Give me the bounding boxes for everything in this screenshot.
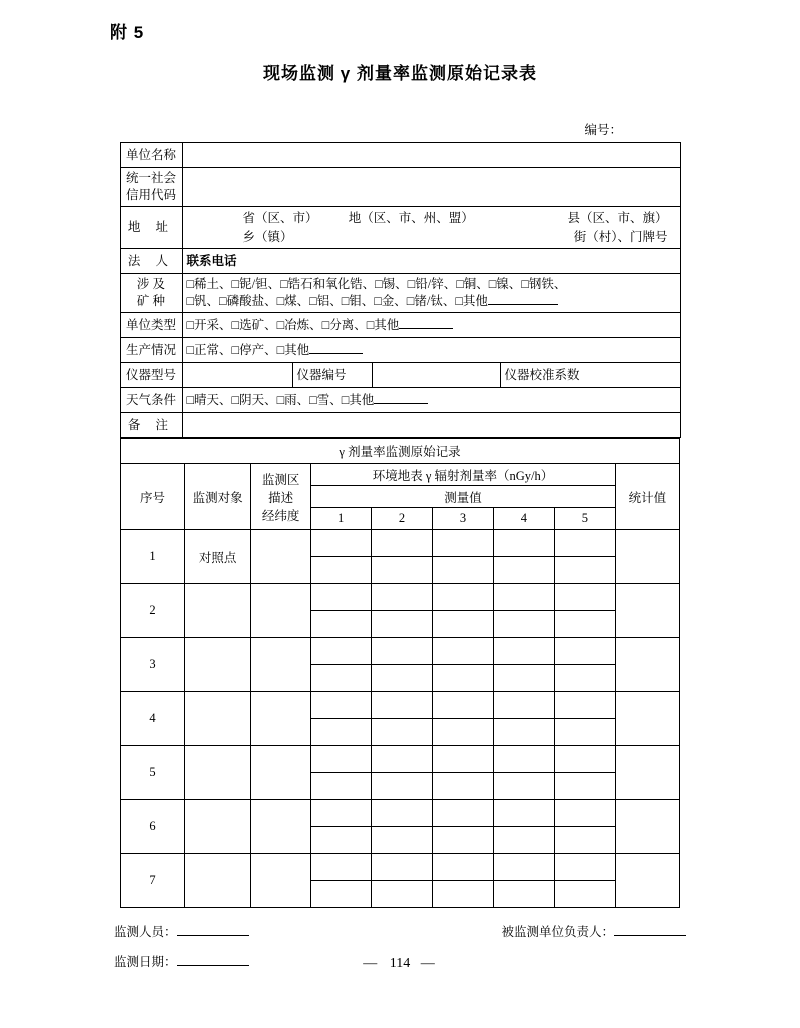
remark-value[interactable] (182, 413, 680, 438)
measurement-caption: γ 剂量率监测原始记录 (121, 439, 680, 464)
unit-type-other-blank[interactable] (399, 328, 453, 329)
mineral-options-line2 (187, 293, 676, 310)
row-measure-1[interactable] (311, 584, 372, 611)
contact-phone-label: 联系电话 (186, 253, 237, 268)
production-label: 生产情况 (120, 338, 182, 363)
mineral-options[interactable] (182, 274, 680, 313)
col-header-measure-1: 1 (311, 508, 372, 530)
credit-code-value[interactable] (182, 168, 680, 207)
address-value[interactable] (182, 206, 680, 249)
legal-person-label: 法 人 (120, 249, 182, 274)
row-measure-2[interactable] (372, 584, 433, 611)
mineral-label-line2: 矿 种 (136, 294, 166, 309)
row-measure-3b[interactable] (433, 665, 494, 692)
address-line1-left: 省（区、市） 地（区、市、州、盟） (242, 210, 474, 225)
row-measure-1b[interactable] (311, 665, 372, 692)
row-measure-5[interactable] (554, 530, 615, 557)
instrument-model-value[interactable] (182, 363, 292, 388)
row-measure-3[interactable] (433, 584, 494, 611)
col-header-desc-line3: 经纬度 (261, 508, 300, 523)
table-row-unit-name (120, 143, 680, 168)
row-measure-5b[interactable] (554, 827, 615, 854)
row-measure-1b[interactable] (311, 719, 372, 746)
address-line2-right: 街（村）、门牌号 (573, 229, 668, 244)
row-measure-1b[interactable] (311, 881, 372, 908)
row-measure-4b[interactable] (493, 827, 554, 854)
row-description[interactable] (251, 584, 311, 638)
responsible-field[interactable] (501, 922, 690, 940)
instrument-no-label: 仪器编号 (292, 363, 372, 388)
table-row-credit-code (120, 168, 680, 207)
legal-person-value[interactable] (182, 249, 680, 274)
row-measure-1[interactable] (311, 746, 372, 773)
row-stat[interactable] (615, 584, 679, 638)
unit-name-value[interactable] (182, 143, 680, 168)
row-seq: 5 (121, 746, 185, 800)
mineral-options-line2-text: □钒、□磷酸盐、□煤、□铝、□钼、□金、□锗/钛、□其他 (186, 294, 488, 309)
row-description[interactable] (251, 692, 311, 746)
col-header-description (251, 464, 311, 530)
row-measure-5[interactable] (554, 854, 615, 881)
weather-label: 天气条件 (120, 388, 182, 413)
row-description[interactable] (251, 854, 311, 908)
row-measure-1b[interactable] (311, 827, 372, 854)
col-header-measure-2: 2 (372, 508, 433, 530)
row-measure-1b[interactable] (311, 611, 372, 638)
footer-dash-left: — (363, 956, 380, 971)
row-measure-4b[interactable] (493, 557, 554, 584)
col-header-measure: 测量值 (311, 486, 616, 508)
row-measure-5b[interactable] (554, 611, 615, 638)
production-other-blank[interactable] (309, 353, 363, 354)
table-row-remark (120, 413, 680, 438)
row-description[interactable] (251, 638, 311, 692)
inspector-label: 监测人员： (114, 925, 177, 939)
weather-value-text: □晴天、□阴天、□雨、□雪、□其他 (186, 392, 375, 407)
address-line1-right: 县（区、市、旗） (567, 210, 668, 225)
row-measure-4[interactable] (493, 692, 554, 719)
row-measure-1[interactable] (311, 530, 372, 557)
page-number: 114 (389, 956, 411, 971)
row-measure-2b[interactable] (372, 827, 433, 854)
col-header-group: 环境地表 γ 辐射剂量率（nGy/h） (311, 464, 616, 486)
row-measure-5b[interactable] (554, 773, 615, 800)
row-measure-3b[interactable] (433, 557, 494, 584)
record-code-label: 编号： (584, 123, 622, 137)
row-measure-3[interactable] (433, 638, 494, 665)
table-row (121, 746, 680, 773)
row-measure-1[interactable] (311, 800, 372, 827)
row-object[interactable] (185, 584, 251, 638)
page-title: 现场监测 γ 剂量率监测原始记录表 (263, 64, 537, 83)
mineral-label-line1: 涉 及 (136, 277, 166, 292)
mineral-other-blank[interactable] (488, 304, 558, 305)
row-object[interactable] (185, 800, 251, 854)
row-measure-2b[interactable] (372, 557, 433, 584)
mineral-label (120, 274, 182, 313)
row-measure-4b[interactable] (493, 881, 554, 908)
row-measure-5[interactable] (554, 638, 615, 665)
address-line-2 (187, 228, 676, 247)
remark-label: 备 注 (120, 413, 182, 438)
table-row-unit-type (120, 313, 680, 338)
col-header-measure-5: 5 (554, 508, 615, 530)
col-header-seq: 序号 (121, 464, 185, 530)
unit-type-label: 单位类型 (120, 313, 182, 338)
weather-other-blank[interactable] (374, 403, 428, 404)
row-measure-1[interactable] (311, 854, 372, 881)
row-seq: 4 (121, 692, 185, 746)
unit-type-options[interactable] (182, 313, 680, 338)
row-stat[interactable] (615, 638, 679, 692)
row-stat[interactable] (615, 746, 679, 800)
col-header-measure-4: 4 (493, 508, 554, 530)
production-value-text: □正常、□停产、□其他 (186, 342, 310, 357)
table-row-instrument (120, 363, 680, 388)
instrument-no-value[interactable] (372, 363, 500, 388)
row-measure-2b[interactable] (372, 665, 433, 692)
row-description[interactable] (251, 800, 311, 854)
row-measure-2[interactable] (372, 746, 433, 773)
credit-code-label-line2: 信用代码 (125, 187, 176, 202)
row-measure-5[interactable] (554, 746, 615, 773)
row-object[interactable] (185, 746, 251, 800)
responsible-blank[interactable] (614, 935, 686, 936)
table-row-legal-person (120, 249, 680, 274)
row-stat[interactable] (615, 530, 679, 584)
col-header-measure-3: 3 (433, 508, 494, 530)
row-measure-2[interactable] (372, 638, 433, 665)
row-measure-4[interactable] (493, 584, 554, 611)
row-measure-3b[interactable] (433, 881, 494, 908)
table-row-production (120, 338, 680, 363)
table-row (121, 692, 680, 719)
col-header-object: 监测对象 (185, 464, 251, 530)
row-description[interactable] (251, 530, 311, 584)
row-measure-2b[interactable] (372, 773, 433, 800)
info-form-table (120, 142, 681, 438)
row-measure-2[interactable] (372, 530, 433, 557)
row-measure-2b[interactable] (372, 719, 433, 746)
row-measure-2b[interactable] (372, 611, 433, 638)
row-measure-2b[interactable] (372, 881, 433, 908)
row-measure-1b[interactable] (311, 557, 372, 584)
row-measure-2[interactable] (372, 854, 433, 881)
row-stat[interactable] (615, 692, 679, 746)
unit-name-label: 单位名称 (120, 143, 182, 168)
row-measure-3b[interactable] (433, 719, 494, 746)
page-footer (0, 956, 800, 972)
row-measure-5[interactable] (554, 584, 615, 611)
address-line-1 (187, 209, 676, 228)
inspector-blank[interactable] (177, 935, 249, 936)
row-seq: 3 (121, 638, 185, 692)
row-object[interactable]: 对照点 (185, 530, 251, 584)
row-measure-5b[interactable] (554, 881, 615, 908)
row-measure-3[interactable] (433, 530, 494, 557)
measurement-header-row-1 (121, 464, 680, 486)
row-object[interactable] (185, 854, 251, 908)
row-seq: 1 (121, 530, 185, 584)
row-measure-4b[interactable] (493, 773, 554, 800)
row-measure-5b[interactable] (554, 557, 615, 584)
credit-code-label (120, 168, 182, 207)
row-measure-4[interactable] (493, 530, 554, 557)
row-measure-3b[interactable] (433, 773, 494, 800)
table-row (121, 800, 680, 827)
row-stat[interactable] (615, 800, 679, 854)
address-label: 地 址 (120, 206, 182, 249)
row-measure-2[interactable] (372, 800, 433, 827)
table-row (121, 584, 680, 611)
row-measure-1[interactable] (311, 692, 372, 719)
row-measure-4b[interactable] (493, 665, 554, 692)
row-measure-5[interactable] (554, 692, 615, 719)
row-measure-4[interactable] (493, 800, 554, 827)
row-seq: 6 (121, 800, 185, 854)
row-object[interactable] (185, 692, 251, 746)
row-measure-3[interactable] (433, 746, 494, 773)
row-measure-3b[interactable] (433, 827, 494, 854)
table-row (121, 638, 680, 665)
row-object[interactable] (185, 638, 251, 692)
footer-dash-right: — (420, 956, 437, 971)
table-row-address (120, 206, 680, 249)
table-row (121, 854, 680, 881)
row-measure-4b[interactable] (493, 719, 554, 746)
table-row-minerals (120, 274, 680, 313)
instrument-coef-cell[interactable] (500, 363, 680, 388)
row-measure-5b[interactable] (554, 665, 615, 692)
row-measure-4b[interactable] (493, 611, 554, 638)
row-measure-3[interactable] (433, 692, 494, 719)
mineral-options-line1: □稀土、□铌/钽、□锆石和氧化锆、□锡、□铅/锌、□铜、□镍、□钢铁、 (186, 277, 567, 292)
row-measure-3[interactable] (433, 800, 494, 827)
responsible-label: 被监测单位负责人： (501, 925, 614, 939)
row-measure-3[interactable] (433, 854, 494, 881)
unit-type-value-text: □开采、□选矿、□冶炼、□分离、□其他 (186, 317, 400, 332)
col-header-desc-line2: 描述 (268, 490, 294, 505)
instrument-model-label: 仪器型号 (120, 363, 182, 388)
row-description[interactable] (251, 746, 311, 800)
measurement-table (120, 438, 680, 908)
row-measure-1[interactable] (311, 638, 372, 665)
date-label: 监测日期： (114, 955, 177, 969)
row-seq: 7 (121, 854, 185, 908)
table-row (121, 530, 680, 557)
address-line2-left: 乡（镇） (242, 229, 293, 244)
row-measure-4[interactable] (493, 854, 554, 881)
measurement-caption-row (121, 439, 680, 464)
inspector-field[interactable] (110, 922, 249, 940)
row-stat[interactable] (615, 854, 679, 908)
production-options[interactable] (182, 338, 680, 363)
signature-line-1 (110, 922, 690, 940)
row-seq: 2 (121, 584, 185, 638)
col-header-desc-line1: 监测区 (261, 472, 300, 487)
row-measure-5[interactable] (554, 800, 615, 827)
credit-code-label-line1: 统一社会 (125, 171, 176, 185)
row-measure-5b[interactable] (554, 719, 615, 746)
row-measure-3b[interactable] (433, 611, 494, 638)
attachment-label: 附 5 (110, 23, 145, 42)
table-row-weather (120, 388, 680, 413)
weather-options[interactable] (182, 388, 680, 413)
row-measure-4[interactable] (493, 746, 554, 773)
col-header-stat: 统计值 (615, 464, 679, 530)
row-measure-4[interactable] (493, 638, 554, 665)
instrument-coef-label: 仪器校准系数 (504, 367, 580, 382)
row-measure-1b[interactable] (311, 773, 372, 800)
row-measure-2[interactable] (372, 692, 433, 719)
